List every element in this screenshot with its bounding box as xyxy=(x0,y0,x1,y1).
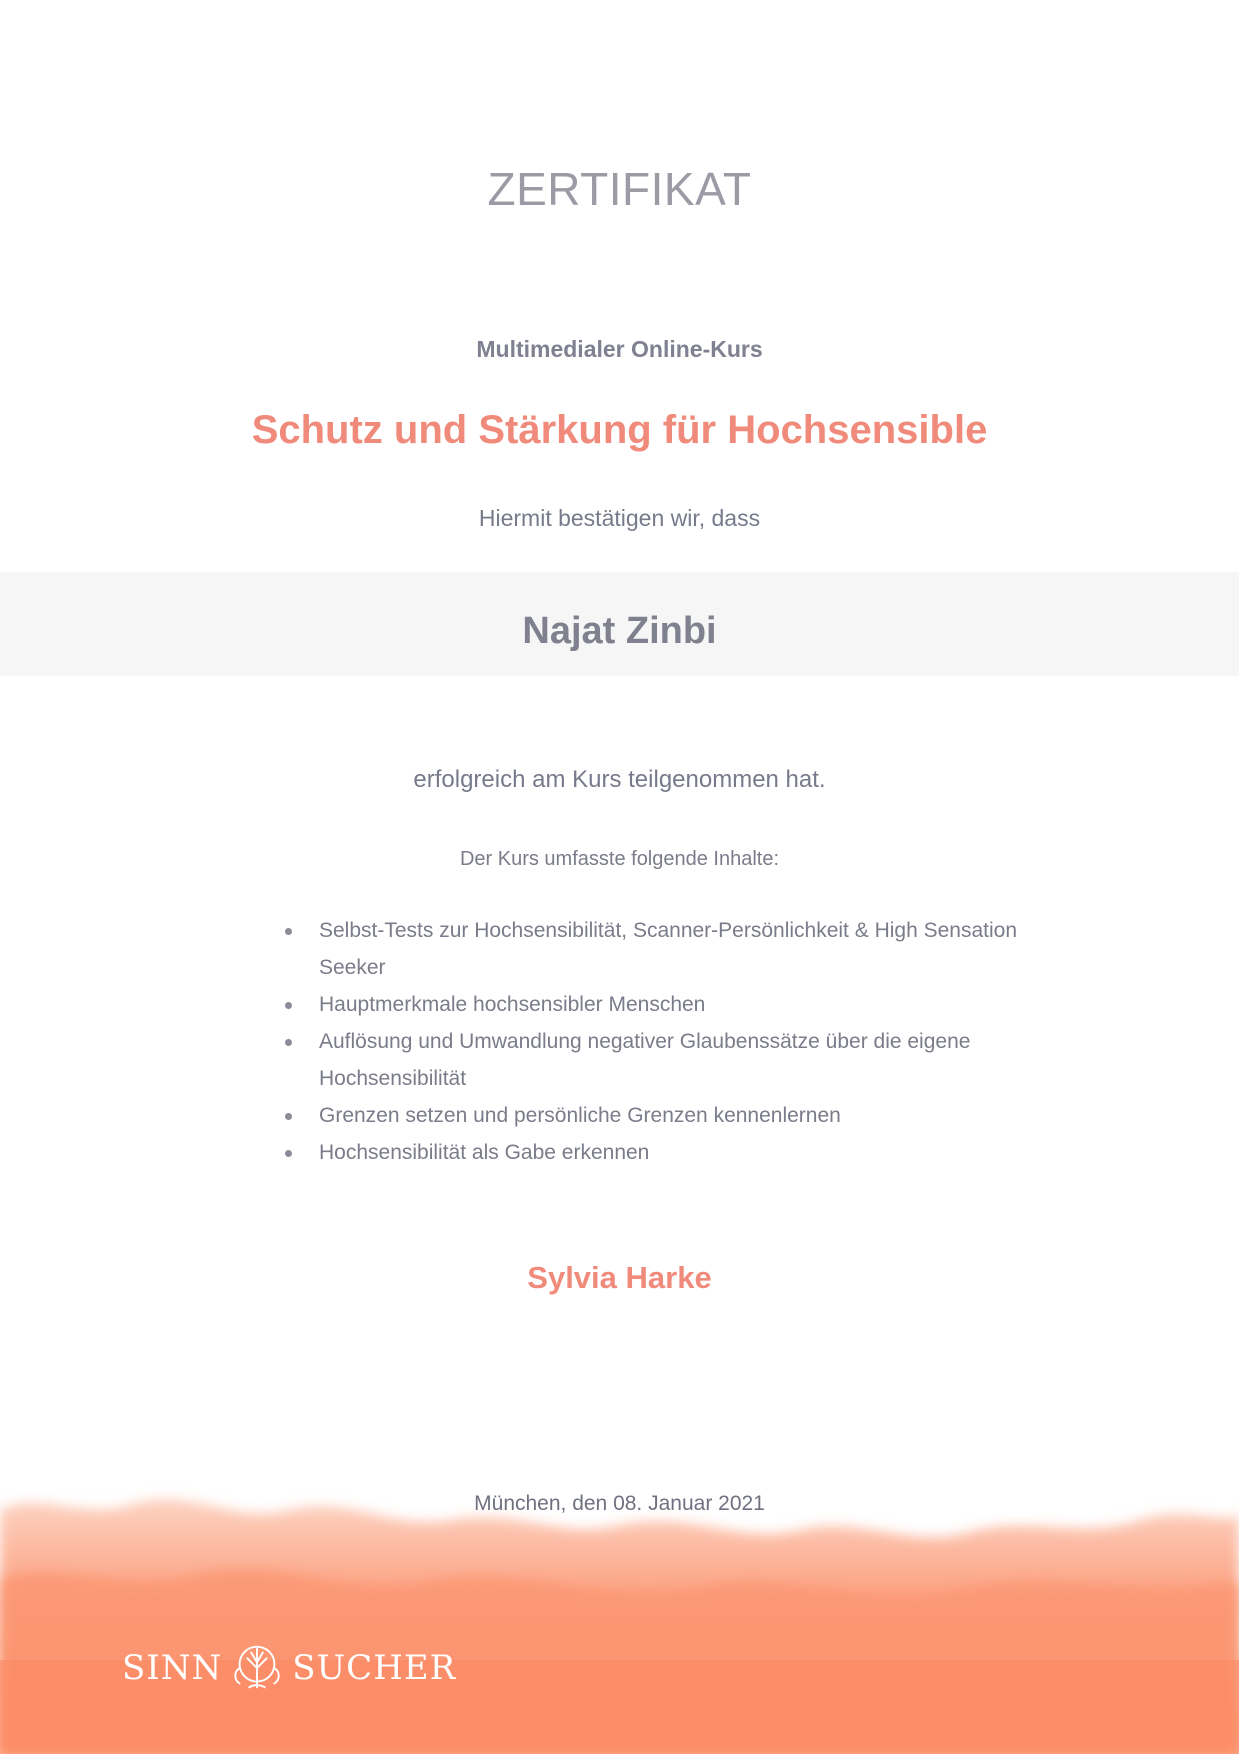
logo-word-right: SUCHER xyxy=(292,1648,457,1688)
signer-name: Sylvia Harke xyxy=(527,1260,712,1295)
place-date: München, den 08. Januar 2021 xyxy=(474,1492,765,1515)
success-line: erfolgreich am Kurs teilgenommen hat. xyxy=(413,766,826,793)
list-item: Grenzen setzen und persönliche Grenzen kennenlernen xyxy=(285,1097,1045,1134)
participant-name: Najat Zinbi xyxy=(522,610,717,652)
list-item: Hauptmerkmale hochsensibler Menschen xyxy=(285,986,1045,1023)
confirmation-line: Hiermit bestätigen wir, dass xyxy=(478,505,761,531)
list-item: Selbst-Tests zur Hochsensibilität, Scanner-Persönlichkeit & High Sensation Seeker xyxy=(285,912,1045,986)
course-title: Schutz und Stärkung für Hochsensible xyxy=(251,408,988,452)
list-item: Hochsensibilität als Gabe erkennen xyxy=(285,1134,1045,1171)
tree-of-life-icon xyxy=(228,1639,286,1697)
contents-intro: Der Kurs umfasste folgende Inhalte: xyxy=(459,848,780,870)
certificate-title: ZERTIFIKAT xyxy=(487,163,752,215)
logo-word-left: SINN xyxy=(122,1648,223,1688)
contents-list xyxy=(285,912,1045,1171)
course-type: Multimedialer Online-Kurs xyxy=(476,336,763,362)
brand-logo xyxy=(122,1640,456,1696)
list-item: Auflösung und Umwandlung negativer Glaubenssätze über die eigene Hochsensibilität xyxy=(285,1023,1045,1097)
